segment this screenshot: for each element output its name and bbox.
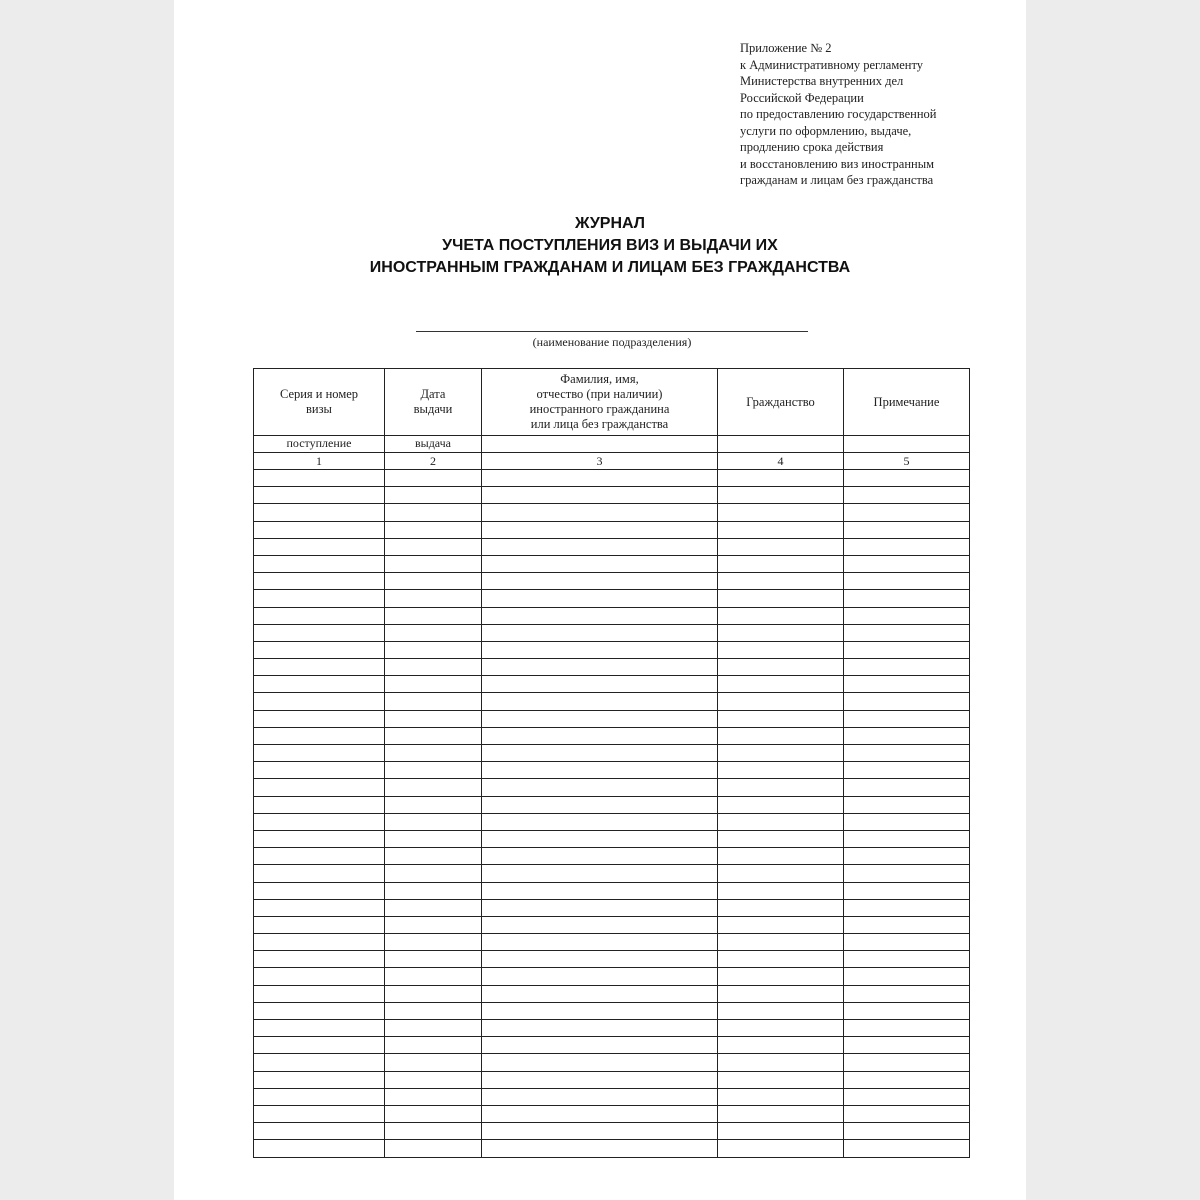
table-cell: [482, 1140, 718, 1157]
appendix-line: Российской Федерации: [740, 90, 864, 105]
table-cell: [482, 555, 718, 572]
table-row: [254, 573, 970, 590]
table-row: [254, 1020, 970, 1037]
table-cell: [718, 865, 844, 882]
appendix-line: Министерства внутренних дел: [740, 74, 904, 88]
table-cell: [844, 985, 970, 1002]
table-header-row: [254, 369, 970, 436]
table-cell: [254, 624, 385, 641]
table-cell: [482, 470, 718, 487]
table-cell: [718, 1002, 844, 1019]
table-row: [254, 899, 970, 916]
table-row: [254, 1002, 970, 1019]
table-cell: [385, 590, 482, 607]
column-number: 5: [844, 453, 970, 470]
header-note: Примечание: [844, 369, 970, 436]
table-row: [254, 1105, 970, 1122]
table-cell: [718, 624, 844, 641]
table-row: [254, 676, 970, 693]
table-cell: [718, 659, 844, 676]
table-cell: [385, 538, 482, 555]
table-cell: [844, 538, 970, 555]
table-cell: [254, 985, 385, 1002]
table-cell: [844, 727, 970, 744]
table-cell: [718, 727, 844, 744]
table-row: [254, 796, 970, 813]
table-cell: [254, 659, 385, 676]
table-cell: [482, 1020, 718, 1037]
subheader-issue: выдача: [385, 436, 482, 453]
table-cell: [718, 968, 844, 985]
table-cell: [482, 487, 718, 504]
table-cell: [385, 934, 482, 951]
table-cell: [254, 1105, 385, 1122]
table-cell: [254, 693, 385, 710]
table-cell: [482, 934, 718, 951]
table-cell: [254, 521, 385, 538]
table-subheader-row: [254, 436, 970, 453]
column-number: 3: [482, 453, 718, 470]
table-cell: [718, 779, 844, 796]
table-row: [254, 848, 970, 865]
table-cell: [254, 934, 385, 951]
table-cell: [482, 727, 718, 744]
table-cell: [844, 710, 970, 727]
table-cell: [254, 865, 385, 882]
table-cell: [718, 521, 844, 538]
document-page: [174, 0, 1026, 1200]
table-cell: [718, 1071, 844, 1088]
table-cell: [482, 590, 718, 607]
table-cell: [385, 762, 482, 779]
table-row: [254, 745, 970, 762]
table-cell: [385, 470, 482, 487]
table-cell: [254, 848, 385, 865]
table-cell: [254, 573, 385, 590]
appendix-note: [740, 40, 1000, 189]
table-cell: [385, 624, 482, 641]
table-row: [254, 779, 970, 796]
table-cell: [482, 899, 718, 916]
table-cell: [482, 1054, 718, 1071]
table-cell: [718, 1140, 844, 1157]
table-row: [254, 590, 970, 607]
table-cell: [718, 470, 844, 487]
table-cell: [718, 693, 844, 710]
table-row: [254, 1123, 970, 1140]
table-cell: [844, 882, 970, 899]
table-cell: [482, 693, 718, 710]
table-cell: [254, 470, 385, 487]
table-cell: [385, 813, 482, 830]
table-cell: [254, 1002, 385, 1019]
table-cell: [482, 641, 718, 658]
table-cell: [254, 882, 385, 899]
table-row: [254, 830, 970, 847]
table-cell: [844, 1054, 970, 1071]
table-cell: [482, 659, 718, 676]
table-row: [254, 1140, 970, 1157]
subheader-cell: [844, 436, 970, 453]
table-cell: [254, 504, 385, 521]
table-cell: [254, 710, 385, 727]
subdivision-fill-line: [416, 331, 808, 332]
appendix-line: услуги по оформлению, выдаче,: [740, 123, 912, 138]
table-cell: [254, 1088, 385, 1105]
table-row: [254, 1037, 970, 1054]
table-cell: [482, 951, 718, 968]
table-row: [254, 1071, 970, 1088]
table-cell: [844, 470, 970, 487]
table-cell: [385, 487, 482, 504]
table-cell: [385, 573, 482, 590]
table-cell: [385, 727, 482, 744]
table-row: [254, 504, 970, 521]
table-row: [254, 659, 970, 676]
table-cell: [385, 1020, 482, 1037]
table-cell: [844, 762, 970, 779]
table-cell: [385, 1071, 482, 1088]
table-cell: [718, 796, 844, 813]
table-cell: [844, 659, 970, 676]
table-cell: [844, 624, 970, 641]
table-cell: [844, 487, 970, 504]
table-cell: [482, 1123, 718, 1140]
table-cell: [718, 504, 844, 521]
table-cell: [385, 848, 482, 865]
table-cell: [385, 1054, 482, 1071]
table-row: [254, 624, 970, 641]
journal-table: [253, 368, 970, 1158]
column-number: 1: [254, 453, 385, 470]
table-cell: [718, 985, 844, 1002]
table-cell: [718, 899, 844, 916]
subdivision-caption: (наименование подразделения): [532, 335, 692, 349]
table-cell: [254, 762, 385, 779]
title-line: УЧЕТА ПОСТУПЛЕНИЯ ВИЗ И ВЫДАЧИ ИХ: [442, 237, 778, 254]
table-cell: [718, 745, 844, 762]
table-cell: [254, 745, 385, 762]
table-cell: [385, 951, 482, 968]
table-cell: [844, 555, 970, 572]
table-cell: [718, 813, 844, 830]
table-row: [254, 1088, 970, 1105]
table-cell: [482, 796, 718, 813]
table-cell: [482, 968, 718, 985]
table-cell: [254, 1020, 385, 1037]
table-cell: [254, 916, 385, 933]
table-cell: [844, 607, 970, 624]
table-cell: [385, 504, 482, 521]
table-cell: [718, 762, 844, 779]
table-cell: [718, 882, 844, 899]
table-cell: [844, 968, 970, 985]
table-cell: [385, 1037, 482, 1054]
table-row: [254, 641, 970, 658]
table-cell: [718, 710, 844, 727]
table-cell: [482, 985, 718, 1002]
table-cell: [718, 1088, 844, 1105]
appendix-line: по предоставлению государственной: [740, 107, 937, 121]
table-cell: [385, 1105, 482, 1122]
header-visa-number: Серия и номер визы: [254, 369, 385, 436]
table-cell: [844, 521, 970, 538]
title-line: ЖУРНАЛ: [574, 215, 645, 232]
table-row: [254, 985, 970, 1002]
table-cell: [254, 538, 385, 555]
table-cell: [385, 916, 482, 933]
header-issue-date: Дата выдачи: [385, 369, 482, 436]
table-row: [254, 934, 970, 951]
table-cell: [254, 590, 385, 607]
table-cell: [254, 796, 385, 813]
table-cell: [482, 504, 718, 521]
table-cell: [844, 813, 970, 830]
table-cell: [254, 676, 385, 693]
table-cell: [254, 830, 385, 847]
table-cell: [844, 830, 970, 847]
table-row: [254, 487, 970, 504]
table-cell: [718, 830, 844, 847]
table-cell: [718, 951, 844, 968]
table-row: [254, 968, 970, 985]
table-cell: [718, 1020, 844, 1037]
table-cell: [254, 1071, 385, 1088]
table-cell: [718, 641, 844, 658]
table-cell: [718, 676, 844, 693]
table-cell: [844, 1123, 970, 1140]
table-cell: [254, 968, 385, 985]
table-cell: [844, 848, 970, 865]
table-cell: [482, 848, 718, 865]
appendix-line: гражданам и лицам без гражданства: [740, 173, 934, 187]
table-row: [254, 470, 970, 487]
table-cell: [844, 1071, 970, 1088]
table-cell: [844, 745, 970, 762]
table-cell: [482, 745, 718, 762]
table-cell: [844, 693, 970, 710]
table-cell: [482, 762, 718, 779]
table-cell: [254, 813, 385, 830]
table-cell: [385, 830, 482, 847]
table-cell: [254, 607, 385, 624]
table-cell: [844, 504, 970, 521]
table-cell: [385, 693, 482, 710]
table-row: [254, 555, 970, 572]
table-cell: [718, 607, 844, 624]
table-cell: [385, 1140, 482, 1157]
appendix-line: продлению срока действия: [740, 140, 884, 154]
table-row: [254, 813, 970, 830]
table-cell: [385, 555, 482, 572]
table-cell: [718, 848, 844, 865]
table-cell: [844, 1020, 970, 1037]
table-cell: [482, 1105, 718, 1122]
table-cell: [254, 555, 385, 572]
table-cell: [718, 1123, 844, 1140]
table-cell: [254, 641, 385, 658]
table-cell: [844, 1037, 970, 1054]
table-row: [254, 710, 970, 727]
table-cell: [482, 1037, 718, 1054]
table-cell: [482, 1088, 718, 1105]
table-cell: [385, 779, 482, 796]
table-cell: [718, 934, 844, 951]
title-line: ИНОСТРАННЫМ ГРАЖДАНАМ И ЛИЦАМ БЕЗ ГРАЖДАНСТВА: [369, 259, 851, 276]
table-row: [254, 727, 970, 744]
table-cell: [718, 487, 844, 504]
table-row: [254, 521, 970, 538]
table-cell: [718, 916, 844, 933]
table-cell: [254, 779, 385, 796]
table-cell: [718, 555, 844, 572]
table-row: [254, 1054, 970, 1071]
table-cell: [385, 968, 482, 985]
table-row: [254, 951, 970, 968]
table-cell: [482, 624, 718, 641]
table-cell: [385, 985, 482, 1002]
table-cell: [385, 865, 482, 882]
table-cell: [844, 1140, 970, 1157]
table-cell: [482, 573, 718, 590]
table-cell: [385, 1123, 482, 1140]
table-cell: [254, 1054, 385, 1071]
column-number: 4: [718, 453, 844, 470]
table-row: [254, 607, 970, 624]
table-row: [254, 865, 970, 882]
table-cell: [482, 538, 718, 555]
table-cell: [385, 882, 482, 899]
table-cell: [844, 676, 970, 693]
table-cell: [254, 1123, 385, 1140]
table-row: [254, 882, 970, 899]
table-cell: [482, 779, 718, 796]
table-cell: [718, 1105, 844, 1122]
table-cell: [482, 521, 718, 538]
table-cell: [385, 745, 482, 762]
table-cell: [385, 1088, 482, 1105]
table-cell: [718, 538, 844, 555]
table-cell: [254, 487, 385, 504]
table-cell: [844, 951, 970, 968]
table-row: [254, 693, 970, 710]
table-cell: [482, 676, 718, 693]
table-cell: [254, 1140, 385, 1157]
table-cell: [844, 1105, 970, 1122]
table-cell: [844, 590, 970, 607]
table-row: [254, 762, 970, 779]
table-cell: [718, 573, 844, 590]
table-cell: [385, 899, 482, 916]
appendix-line: Приложение № 2: [740, 41, 832, 55]
table-cell: [844, 916, 970, 933]
table-row: [254, 916, 970, 933]
table-cell: [482, 882, 718, 899]
table-cell: [385, 1002, 482, 1019]
table-cell: [844, 641, 970, 658]
table-cell: [482, 813, 718, 830]
table-cell: [482, 916, 718, 933]
table-cell: [254, 727, 385, 744]
table-cell: [254, 1037, 385, 1054]
appendix-line: к Административному регламенту: [740, 57, 924, 72]
column-number: 2: [385, 453, 482, 470]
subheader-cell: [482, 436, 718, 453]
table-cell: [718, 590, 844, 607]
table-cell: [482, 607, 718, 624]
subheader-cell: [718, 436, 844, 453]
column-number-row: [254, 453, 970, 470]
table-cell: [844, 1002, 970, 1019]
table-cell: [844, 899, 970, 916]
table-cell: [844, 573, 970, 590]
table-cell: [844, 865, 970, 882]
table-cell: [385, 796, 482, 813]
table-cell: [482, 1071, 718, 1088]
table-cell: [254, 951, 385, 968]
table-cell: [385, 676, 482, 693]
table-cell: [385, 521, 482, 538]
table-cell: [844, 934, 970, 951]
table-cell: [385, 710, 482, 727]
appendix-line: и восстановлению виз иностранным: [740, 156, 935, 171]
table-row: [254, 538, 970, 555]
table-cell: [482, 1002, 718, 1019]
table-cell: [385, 659, 482, 676]
document-title: [174, 213, 1046, 279]
header-citizenship: Гражданство: [718, 369, 844, 436]
table-cell: [482, 865, 718, 882]
table-cell: [482, 710, 718, 727]
table-cell: [254, 899, 385, 916]
table-cell: [718, 1037, 844, 1054]
table-cell: [844, 779, 970, 796]
header-full-name: Фамилия, имя, отчество (при наличии) иностранного гражданина или лица без гражданства: [482, 369, 718, 436]
table-cell: [718, 1054, 844, 1071]
table-cell: [385, 607, 482, 624]
table-cell: [844, 796, 970, 813]
subheader-receipt: поступление: [254, 436, 385, 453]
table-cell: [482, 830, 718, 847]
table-cell: [844, 1088, 970, 1105]
table-cell: [385, 641, 482, 658]
